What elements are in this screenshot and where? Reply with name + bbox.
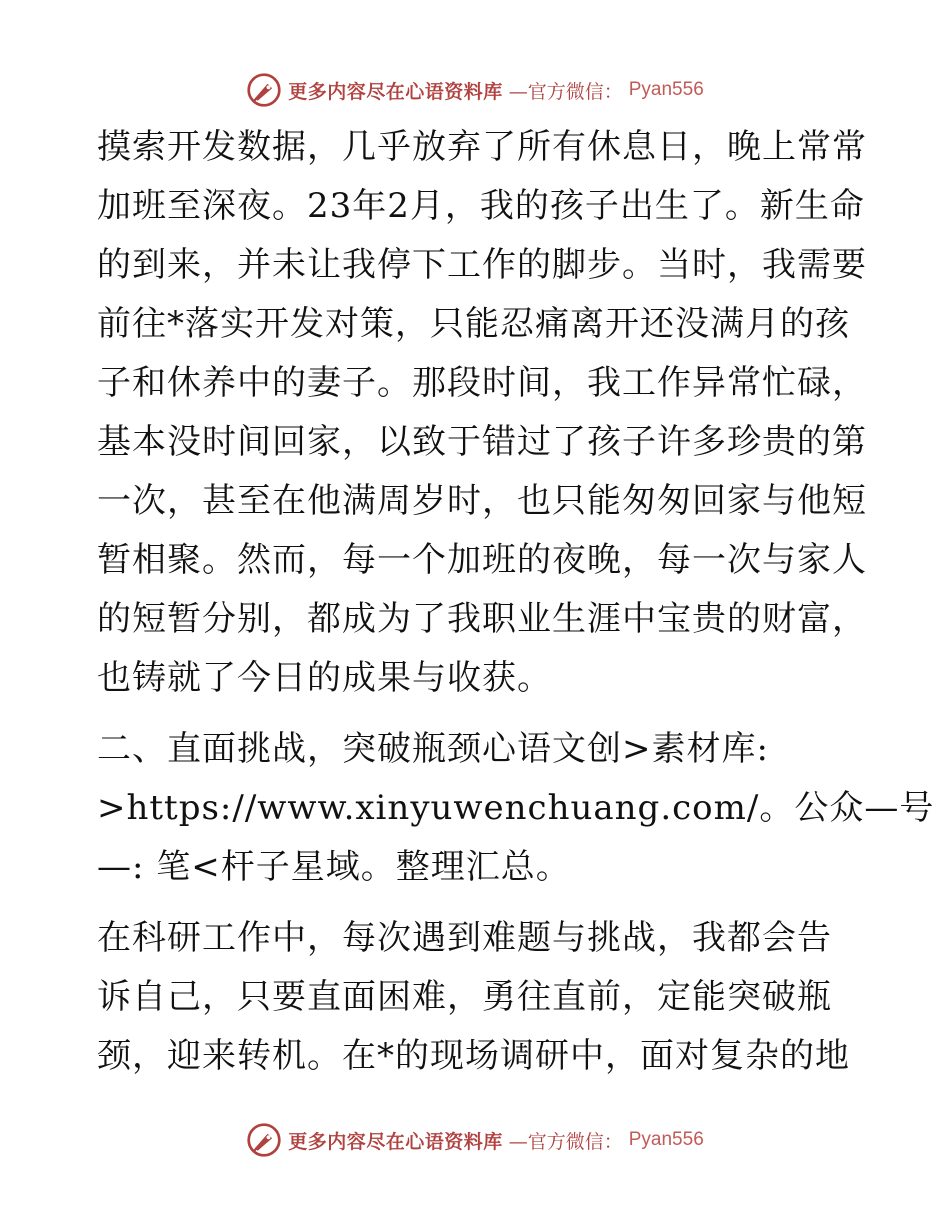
text-line: 在科研工作中，每次遇到难题与挑战，我都会告 xyxy=(97,918,832,958)
text-line: 基本没时间回家，以致于错过了孩子许多珍贵的第 xyxy=(97,422,867,462)
text-line: 摸索开发数据，几乎放弃了所有休息日，晚上常常 xyxy=(97,127,867,167)
text-line: 前往*落实开发对策，只能忍痛离开还没满月的孩 xyxy=(97,304,850,344)
footer-watermark xyxy=(0,1120,950,1160)
watermark-text: 更多内容尽在心语资料库 xyxy=(288,1130,503,1153)
paragraph-2-section-heading xyxy=(97,720,935,897)
pen-nib-logo-icon xyxy=(246,1122,282,1158)
text-line: —: 笔<杆子星域。整理汇总。 xyxy=(97,847,571,887)
header-watermark xyxy=(0,70,950,110)
text-line: 子和休养中的妻子。那段时间，我工作异常忙碌， xyxy=(97,363,867,403)
text-line: 颈，迎来转机。在*的现场调研中，面对复杂的地 xyxy=(97,1036,850,1076)
paragraph-3 xyxy=(97,909,867,1086)
text-line: 也铸就了今日的成果与收获。 xyxy=(97,658,552,698)
text-line: 的到来，并未让我停下工作的脚步。当时，我需要 xyxy=(97,245,867,285)
watermark-account: Pyan556 xyxy=(628,79,704,100)
paragraph-1 xyxy=(97,118,867,708)
document-body xyxy=(97,118,935,1086)
watermark-separator: —官方微信： xyxy=(508,80,623,103)
text-line: >https://www.xinyuwenchuang.com/。公众—号 xyxy=(97,788,935,828)
text-line: 的短暂分别，都成为了我职业生涯中宝贵的财富， xyxy=(97,599,867,639)
pen-nib-logo-icon xyxy=(246,72,282,108)
section-heading-line: 二、直面挑战，突破瓶颈心语文创>素材库: xyxy=(97,729,769,769)
watermark-text: 更多内容尽在心语资料库 xyxy=(288,80,503,103)
text-line: 加班至深夜。23年2月，我的孩子出生了。新生命 xyxy=(97,186,865,226)
text-line: 诉自己，只要直面困难，勇往直前，定能突破瓶 xyxy=(97,977,832,1017)
watermark-separator: —官方微信： xyxy=(508,1130,623,1153)
watermark-account: Pyan556 xyxy=(628,1129,704,1150)
text-line: 暂相聚。然而，每一个加班的夜晚，每一次与家人 xyxy=(97,540,867,580)
text-line: 一次，甚至在他满周岁时，也只能匆匆回家与他短 xyxy=(97,481,867,521)
